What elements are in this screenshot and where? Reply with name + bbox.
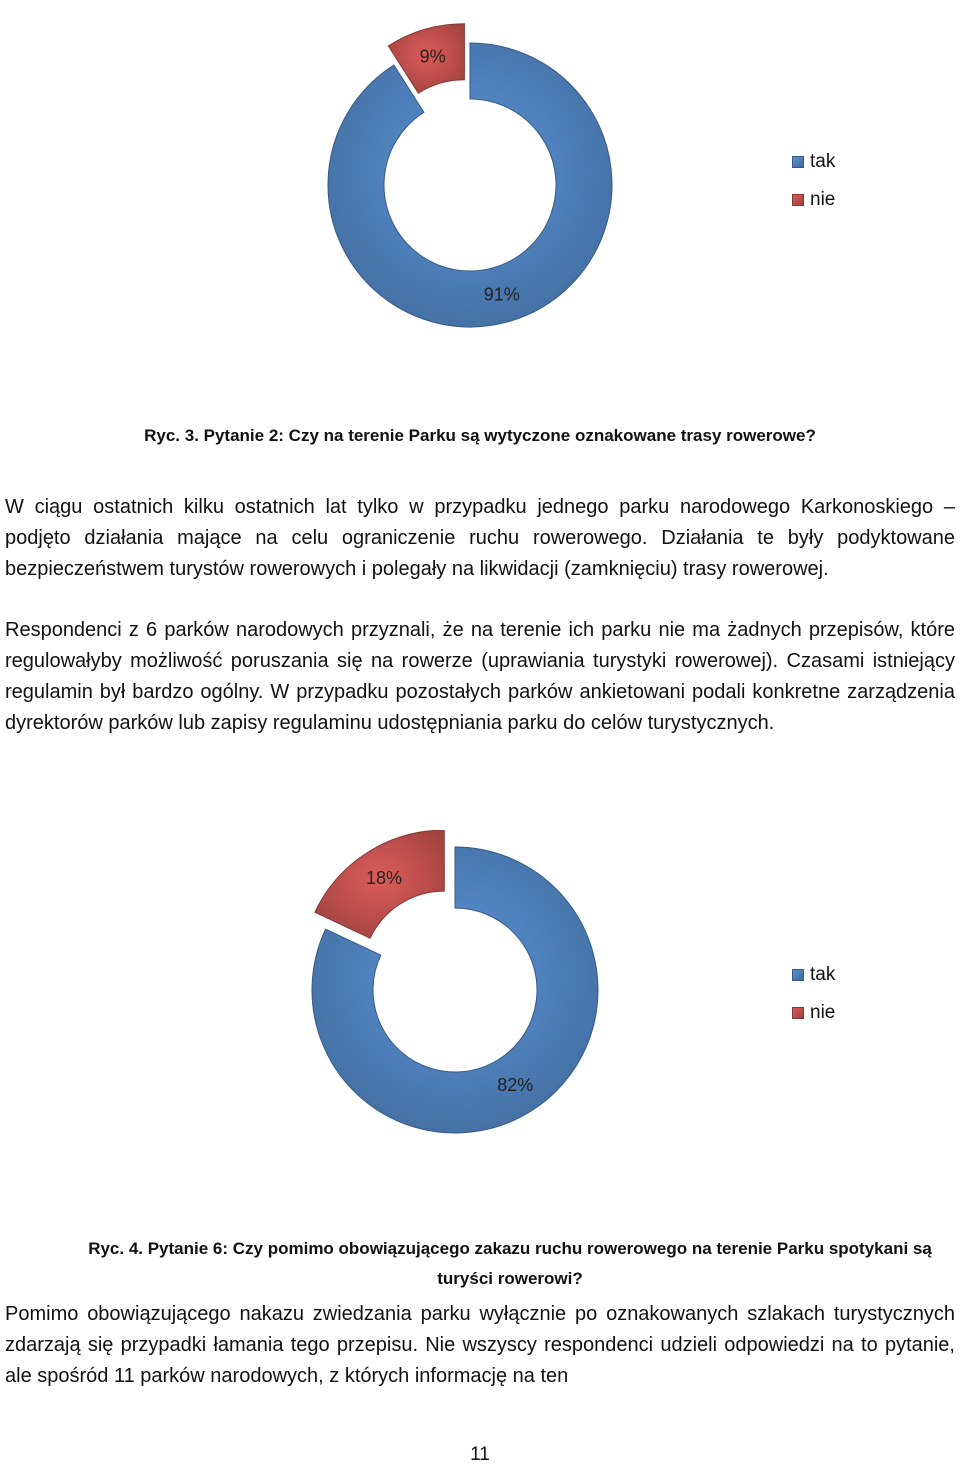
paragraph-1: W ciągu ostatnich kilku ostatnich lat tylko w przypadku jednego parku narodowego Karkonoskiego – podjęto działania mające na celu ograniczenie ruchu rowerowego. Działania te były podyktowane bezpieczeństwem turystów rowerowych i polegały na likwidacji (zamknięciu) trasy rowerowej. [5,496,955,580]
legend-item-tak [792,143,835,181]
legend-label-nie: nie [810,1002,836,1023]
donut-slice-tak-label: 82% [497,1074,534,1095]
donut-slice-nie-label: 9% [419,46,446,67]
legend-label-tak: tak [810,151,836,172]
donut-slice-nie-label: 18% [365,868,403,889]
donut-slice-tak-label: 91% [483,284,520,305]
legend-item-nie [792,181,835,219]
legend-fig4 [792,956,835,1032]
legend-label-nie: nie [810,189,836,210]
paragraph-2: Respondenci z 6 parków narodowych przyznali, że na terenie ich parku nie ma żadnych przepisów, które regulowałyby możliwość poruszania się na rowerze (uprawiania turystyki rowerowej). Czasami istniejący regulamin był bardzo ogólny. W przypadku pozostałych parków ankietowani podali konkretne zarządzenia dyrektorów parków lub zapisy regulaminu udostępniania parku do celów turystycznych. [5,619,955,734]
legend-swatch-nie [792,1007,804,1019]
legend-swatch-tak [792,156,804,168]
paragraph-3: Pomimo obowiązującego nakazu zwiedzania parku wyłącznie po oznakowanych szlakach turystycznych zdarzają się przypadki łamania tego przepisu. Nie wszyscy respondenci udzieli odpowiedzi na to pytanie, ale spośród 11 parków narodowych, z których informację na ten [5,1303,955,1387]
page-number: 11 [470,1444,490,1465]
legend-label-tak: tak [810,964,836,985]
legend-fig3 [792,143,835,219]
donut-slice-tak [328,43,612,327]
legend-item-tak [792,956,835,994]
figure-caption-3: Ryc. 3. Pytanie 2: Czy na terenie Parku są wytyczone oznakowane trasy rowerowe? [144,426,816,445]
legend-swatch-nie [792,194,804,206]
legend-swatch-tak [792,969,804,981]
legend-item-nie [792,994,835,1032]
figure-caption-4: Ryc. 4. Pytanie 6: Czy pomimo obowiązującego zakazu ruchu rowerowego na terenie Parku spotykani są turyści rowerowi? [88,1239,932,1288]
